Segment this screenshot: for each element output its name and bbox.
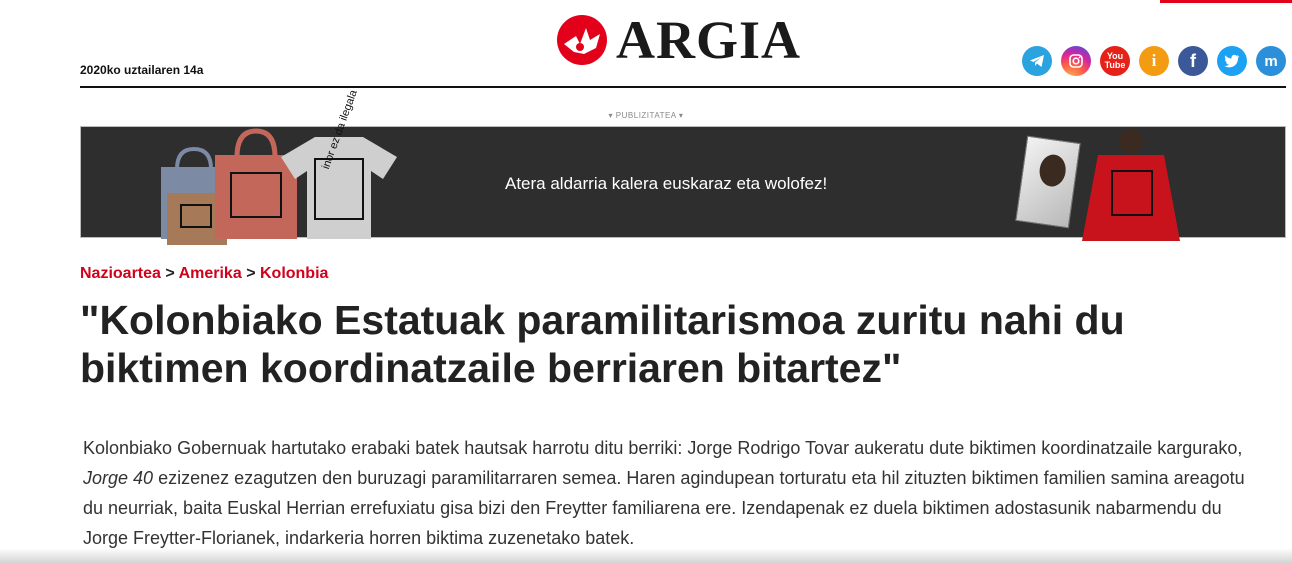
info-icon[interactable]: i bbox=[1139, 46, 1169, 76]
slogan-line: da bbox=[332, 121, 348, 137]
instagram-icon[interactable] bbox=[1061, 46, 1091, 76]
facebook-icon[interactable]: f bbox=[1178, 46, 1208, 76]
book-cover-image bbox=[1015, 136, 1080, 229]
breadcrumb bbox=[80, 265, 328, 283]
breadcrumb-amerika[interactable]: Amerika bbox=[178, 265, 242, 282]
book-author-photo bbox=[1038, 153, 1068, 188]
tshirt-grey-icon bbox=[279, 135, 399, 239]
article-lead bbox=[83, 433, 1263, 553]
twitter-icon[interactable] bbox=[1217, 46, 1247, 76]
breadcrumb-nazioartea[interactable]: Nazioartea bbox=[80, 265, 161, 282]
slogan-line: ez bbox=[327, 135, 343, 151]
current-date: 2020ko uztailaren 14a bbox=[80, 63, 204, 77]
telegram-icon[interactable] bbox=[1022, 46, 1052, 76]
lead-text: ezizenez ezagutzen den buruzagi paramilitarraren semea. Haren agindupean torturatu eta hil zituzten biktimen familien samina areagotu du neurriak, baita Euskal Herrian errefuxiatu gisa bizi den Freytter familiarena ere. Izendapenak ez duela biktimen adostasunik nabarmendu du Jorge Freytter-Florianek, indarkeria horren biktima zuzenetako batek. bbox=[83, 468, 1245, 548]
argia-logo-icon bbox=[556, 14, 608, 66]
ad-label-text: PUBLIZITATEA bbox=[615, 111, 677, 120]
breadcrumb-separator: > bbox=[246, 265, 256, 282]
red-sweater-model-icon bbox=[1076, 131, 1186, 241]
site-logo[interactable] bbox=[556, 12, 801, 68]
masthead bbox=[80, 0, 1286, 88]
site-name: ARGIA bbox=[616, 10, 802, 70]
ad-headline: Atera aldarria kalera euskaraz eta wolofez! bbox=[505, 174, 828, 193]
youtube-icon[interactable]: You Tube bbox=[1100, 46, 1130, 76]
slogan-line: inor bbox=[320, 149, 338, 171]
breadcrumb-kolonbia[interactable]: Kolonbia bbox=[259, 265, 329, 282]
lead-text: Kolonbiako Gobernuak hartutako erabaki batek hautsak harrotu ditu berriki: Jorge Rodrigo Tovar aukeratu dute biktimen koordinatzaile kargurako, bbox=[83, 438, 1243, 458]
social-links bbox=[1022, 46, 1286, 76]
ad-label: ▾ PUBLIZITATEA ▾ bbox=[608, 111, 684, 120]
slogan-line: ilegala bbox=[337, 88, 360, 123]
lead-nickname: Jorge 40 bbox=[83, 468, 154, 488]
article-headline: "Kolonbiako Estatuak paramilitarismoa zuritu nahi du biktimen koordinatzaile berriaren bitartez" bbox=[80, 297, 1125, 391]
mastodon-icon[interactable]: m bbox=[1256, 46, 1286, 76]
bottom-scroll-shadow bbox=[0, 548, 1292, 564]
breadcrumb-separator: > bbox=[165, 265, 175, 282]
